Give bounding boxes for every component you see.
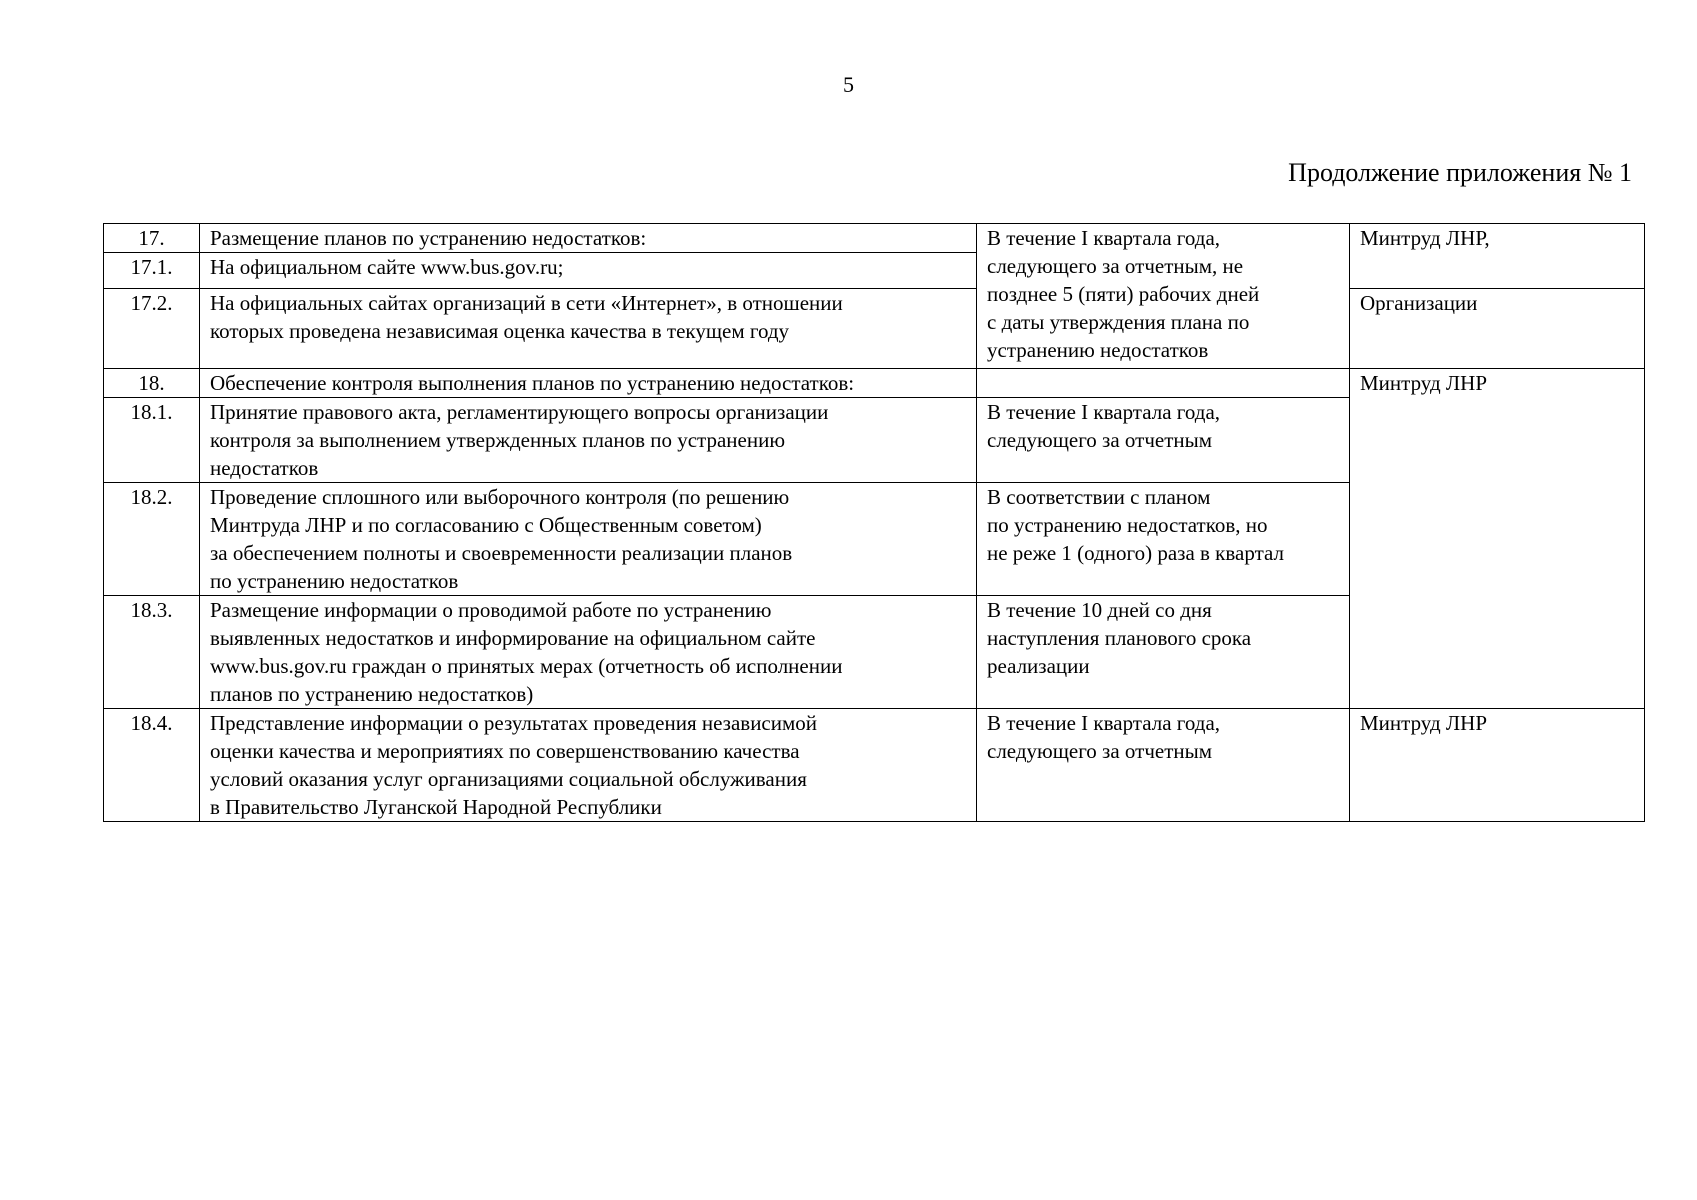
- measure-text: Размещение информации о проводимой работе по устранению выявленных недостатков и информирование на официальном сайте www.bus.gov.ru граждан о принятых мерах (отчетность об исполнении планов по устранению недостатков): [200, 596, 977, 709]
- responsible-cell: Минтруд ЛНР: [1350, 709, 1645, 822]
- plan-table: [103, 223, 1645, 822]
- row-number: 18.1.: [104, 398, 200, 483]
- measure-text: Проведение сплошного или выборочного контроля (по решению Минтруда ЛНР и по согласованию с Общественным советом) за обеспечением полноты и своевременности реализации планов по устранению недостатков: [200, 483, 977, 596]
- row-number: 18.3.: [104, 596, 200, 709]
- table-row: [104, 289, 1645, 369]
- deadline-cell: В течение 10 дней со дня наступления планового срока реализации: [977, 596, 1350, 709]
- page-number: 5: [843, 72, 854, 97]
- deadline-cell: В течение I квартала года, следующего за отчетным: [977, 709, 1350, 822]
- deadline-cell: [977, 369, 1350, 398]
- row-number: 17.: [104, 224, 200, 253]
- appendix-title: Продолжение приложения № 1: [1288, 158, 1632, 187]
- measure-text: Принятие правового акта, регламентирующего вопросы организации контроля за выполнением утвержденных планов по устранению недостатков: [200, 398, 977, 483]
- responsible-cell: Минтруд ЛНР: [1350, 369, 1645, 709]
- row-number: 17.2.: [104, 289, 200, 369]
- measure-text: Обеспечение контроля выполнения планов по устранению недостатков:: [200, 369, 977, 398]
- row-number: 17.1.: [104, 253, 200, 289]
- deadline-cell: В соответствии с планом по устранению недостатков, но не реже 1 (одного) раза в квартал: [977, 483, 1350, 596]
- row-number: 18.2.: [104, 483, 200, 596]
- responsible-cell: Организации: [1350, 289, 1645, 369]
- responsible-cell: Минтруд ЛНР,: [1350, 224, 1645, 289]
- measure-text: Представление информации о результатах проведения независимой оценки качества и мероприятиях по совершенствованию качества условий оказания услуг организациями социальной обслуживания в Правительство Луганской Народной Республики: [200, 709, 977, 822]
- table-row: [104, 709, 1645, 822]
- measure-text: Размещение планов по устранению недостатков:: [200, 224, 977, 253]
- row-number: 18.4.: [104, 709, 200, 822]
- deadline-cell: В течение I квартала года, следующего за отчетным: [977, 398, 1350, 483]
- table-row: [104, 224, 1645, 253]
- table-row: [104, 369, 1645, 398]
- measure-text: На официальных сайтах организаций в сети «Интернет», в отношении которых проведена независимая оценка качества в текущем году: [200, 289, 977, 369]
- deadline-cell: В течение I квартала года, следующего за отчетным, не позднее 5 (пяти) рабочих дней с даты утверждения плана по устранению недостатков: [977, 224, 1350, 369]
- row-number: 18.: [104, 369, 200, 398]
- measure-text: На официальном сайте www.bus.gov.ru;: [200, 253, 977, 289]
